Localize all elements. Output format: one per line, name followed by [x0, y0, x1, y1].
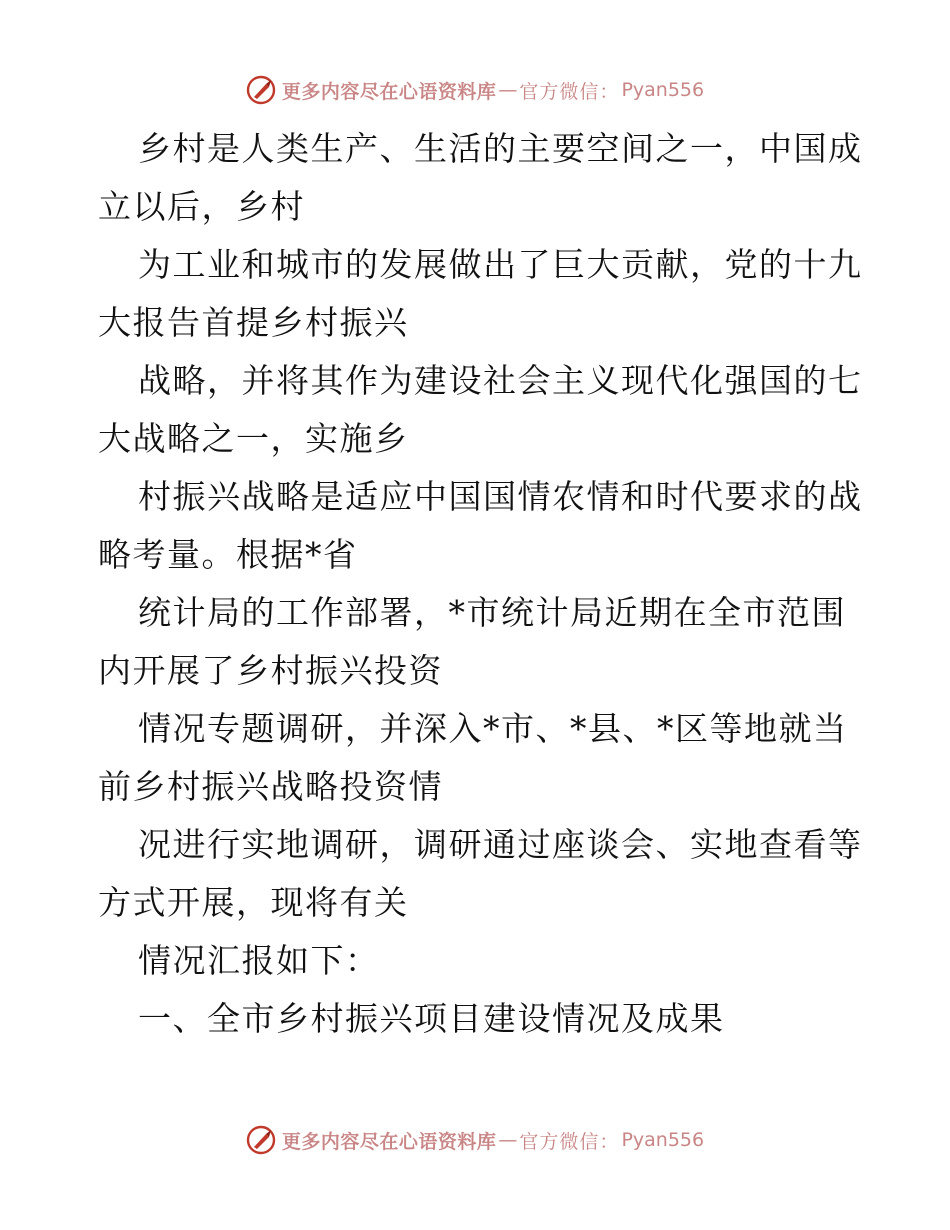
body-line: 村振兴战略是适应中国国情农情和时代要求的战 [138, 477, 863, 516]
watermark-wechat-id: Pyan556 [621, 79, 705, 101]
header-watermark [0, 70, 950, 110]
body-line: 情况专题调研，并深入*市、*县、*区等地就当 [138, 709, 848, 748]
body-line: 立以后，乡村 [98, 187, 305, 226]
quill-logo-icon [246, 75, 276, 105]
body-line: 战略，并将其作为建设社会主义现代化强国的七 [138, 361, 863, 400]
body-line: 略考量。根据*省 [98, 535, 358, 574]
body-line: 统计局的工作部署，*市统计局近期在全市范围 [138, 593, 846, 632]
section-heading: 一、全市乡村振兴项目建设情况及成果 [138, 999, 725, 1038]
body-line: 方式开展，现将有关 [98, 883, 409, 922]
document-body [98, 120, 863, 1048]
body-line: 大报告首提乡村振兴 [98, 303, 409, 342]
watermark-wechat-label: 官方微信： [519, 1130, 620, 1153]
watermark-dash: — [498, 79, 518, 101]
body-line: 情况汇报如下： [138, 941, 380, 980]
body-line: 况进行实地调研，调研通过座谈会、实地查看等 [138, 825, 863, 864]
body-line: 前乡村振兴战略投资情 [98, 767, 443, 806]
body-line: 内开展了乡村振兴投资 [98, 651, 443, 690]
watermark-text: 更多内容尽在心语资料库 [281, 80, 497, 103]
quill-logo-icon [246, 1125, 276, 1155]
watermark-dash: — [498, 1129, 518, 1151]
body-line: 为工业和城市的发展做出了巨大贡献，党的十九 [138, 245, 863, 284]
watermark-text: 更多内容尽在心语资料库 [281, 1130, 497, 1153]
watermark-wechat-label: 官方微信： [519, 80, 620, 103]
footer-watermark [0, 1120, 950, 1160]
watermark-wechat-id: Pyan556 [621, 1129, 705, 1151]
body-line: 乡村是人类生产、生活的主要空间之一，中国成 [138, 129, 863, 168]
body-line: 大战略之一，实施乡 [98, 419, 409, 458]
